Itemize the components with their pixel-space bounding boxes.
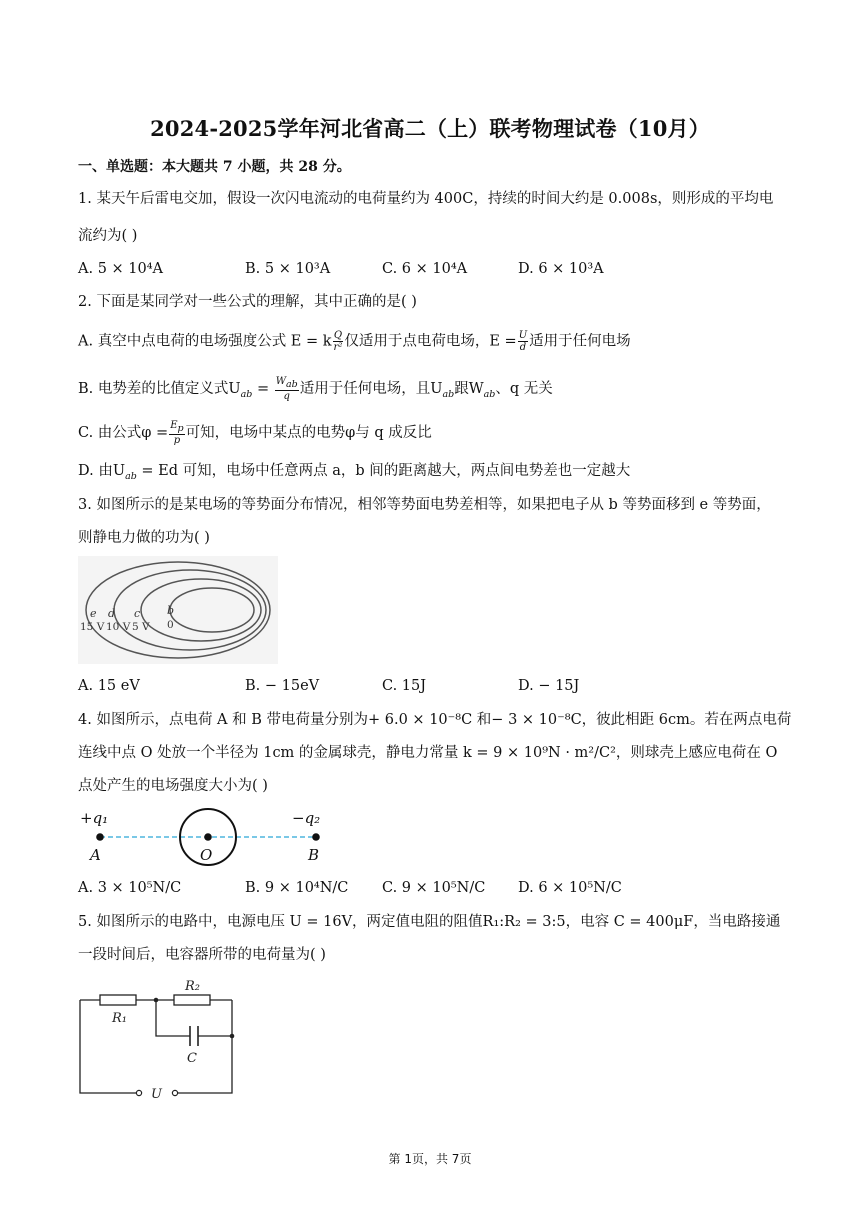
label-plus-q1: +q₁ bbox=[80, 809, 109, 827]
option-c-text-pre: C. 由公式φ = bbox=[78, 425, 169, 441]
option-d-text-post: = Ed 可知，电场中任意两点 a，b 间的距离越大，两点间电势差也一定越大 bbox=[141, 463, 631, 479]
center-o-dot bbox=[204, 833, 212, 841]
wire-left-bottom bbox=[80, 1000, 136, 1093]
option-b-text-end: 、q 无关 bbox=[495, 381, 553, 397]
option-a-text-mid: 仅适用于点电荷电场，E = bbox=[344, 333, 517, 350]
question-2-stem: 2. 下面是某同学对一些公式的理解，其中正确的是( ) bbox=[78, 294, 417, 310]
label-e: e bbox=[90, 607, 97, 620]
label-0v: 0 bbox=[167, 619, 174, 631]
option-b-text-mid: 适用于任何电场，且U bbox=[299, 381, 443, 397]
label-b: B bbox=[308, 846, 320, 864]
fraction-ep-over-p: $\frac{E_p}{p}$ bbox=[170, 420, 184, 446]
question-3-line-2: 则静电力做的功为( ) bbox=[78, 530, 210, 546]
question-1-option-c: C. 6 × 10⁴A bbox=[382, 261, 468, 277]
charge-a-dot bbox=[96, 833, 104, 841]
question-5-line-2: 一段时间后，电容器所带的电荷量为( ) bbox=[78, 947, 326, 963]
label-r2: R₂ bbox=[185, 979, 200, 994]
page-title: 2024-2025学年河北省高二（上）联考物理试卷（10月） bbox=[150, 116, 710, 141]
fraction-q-over-r2: $\frac{Q}{\text{r²}}$ bbox=[333, 330, 343, 353]
label-r1: R₁ bbox=[112, 1011, 127, 1026]
terminal-left bbox=[136, 1090, 141, 1095]
question-4-line-3: 点处产生的电场强度大小为( ) bbox=[78, 778, 268, 794]
resistor-r1 bbox=[100, 995, 136, 1005]
question-4-option-c: C. 9 × 10⁵N/C bbox=[382, 880, 486, 896]
label-b: b bbox=[167, 604, 175, 617]
question-4-option-d: D. 6 × 10⁵N/C bbox=[518, 880, 622, 896]
page-footer: 第 1页，共 7页 bbox=[388, 1152, 472, 1166]
label-o: O bbox=[200, 846, 213, 864]
question-4-line-2: 连线中点 O 处放一个半径为 1cm 的金属球壳，静电力常量 k = 9 × 10⁹N · m²/C²，则球壳上感应电荷在 O bbox=[78, 745, 778, 761]
question-1-option-a: A. 5 × 10⁴A bbox=[78, 261, 164, 277]
question-1-line-1: 1. 某天午后雷电交加，假设一次闪电流动的电荷量约为 400C，持续的时间大约是 0.008s，则形成的平均电 bbox=[78, 191, 774, 207]
question-3-option-b: B. − 15eV bbox=[245, 678, 320, 694]
question-5-line-1: 5. 如图所示的电路中，电源电压 U = 16V，两定值电阻的阻值R₁:R₂ = 3:5，电容 C = 400μF，当电路接通 bbox=[78, 914, 781, 930]
option-b-text-pre: B. 电势差的比值定义式U bbox=[78, 381, 241, 397]
terminal-right bbox=[172, 1090, 177, 1095]
charge-b-dot bbox=[312, 833, 320, 841]
question-2-option-d: D. 由$U_{ab} = Ed$ 可知，电场中任意两点 a，b 间的距离越大，两点间电势差也一定越大 bbox=[78, 463, 631, 482]
label-u: U bbox=[151, 1087, 162, 1102]
question-1-option-d: D. 6 × 10³A bbox=[518, 261, 604, 277]
question-4-option-a: A. 3 × 10⁵N/C bbox=[78, 880, 182, 896]
question-3-option-a: A. 15 eV bbox=[78, 678, 140, 694]
option-b-text-post: 跟W bbox=[454, 381, 484, 397]
question-3-line-1: 3. 如图所示的是某电场的等势面分布情况，相邻等势面电势差相等，如果把电子从 b 等势面移到 e 等势面， bbox=[78, 497, 771, 513]
question-2-option-a bbox=[78, 330, 631, 353]
charges-figure bbox=[78, 806, 338, 866]
equipotential-figure bbox=[78, 556, 278, 664]
label-5v: 5 V bbox=[132, 621, 150, 633]
resistor-r2 bbox=[174, 995, 210, 1005]
label-a: A bbox=[90, 846, 101, 864]
label-10v: 10 V bbox=[106, 621, 131, 633]
section-heading: 一、单选题：本大题共 7 小题，共 28 分。 bbox=[78, 159, 351, 175]
question-3-option-c: C. 15J bbox=[382, 678, 427, 694]
label-c: C bbox=[187, 1051, 197, 1066]
label-minus-q2: −q₂ bbox=[292, 809, 321, 827]
question-2-option-c bbox=[78, 420, 432, 446]
fraction-u-over-d: $\frac{U}{d}$ bbox=[518, 330, 528, 353]
question-4-option-b: B. 9 × 10⁴N/C bbox=[245, 880, 349, 896]
question-2-option-b: B. 电势差的比值定义式$U_{ab}$ = $\frac{W_{ab}}{q}$ 适用于任何电场，且$U_{ab}$跟$W_{ab}$、q 无关 bbox=[78, 376, 553, 402]
question-1-line-2: 流约为( ) bbox=[78, 228, 138, 244]
label-15v: 15 V bbox=[80, 621, 105, 633]
wire-right-bottom bbox=[178, 1000, 232, 1093]
question-4-line-1: 4. 如图所示，点电荷 A 和 B 带电荷量分别为+ 6.0 × 10⁻⁸C 和− 3 × 10⁻⁸C，彼此相距 6cm。若在两点电荷 bbox=[78, 712, 792, 728]
label-c: c bbox=[134, 607, 141, 620]
question-3-option-d: D. − 15J bbox=[518, 678, 580, 694]
option-a-text-pre: A. 真空中点电荷的电场强度公式 E = k bbox=[78, 333, 332, 350]
option-c-text-post: 可知，电场中某点的电势φ与 q 成反比 bbox=[185, 425, 432, 441]
fraction-wab-over-q: $\frac{W_{ab}}{q}$ bbox=[275, 376, 298, 402]
option-d-text-pre: D. 由U bbox=[78, 463, 126, 479]
label-d: d bbox=[108, 607, 116, 620]
circuit-figure bbox=[74, 972, 244, 1104]
question-1-option-b: B. 5 × 10³A bbox=[245, 261, 331, 277]
option-a-text-post: 适用于任何电场 bbox=[529, 333, 631, 350]
